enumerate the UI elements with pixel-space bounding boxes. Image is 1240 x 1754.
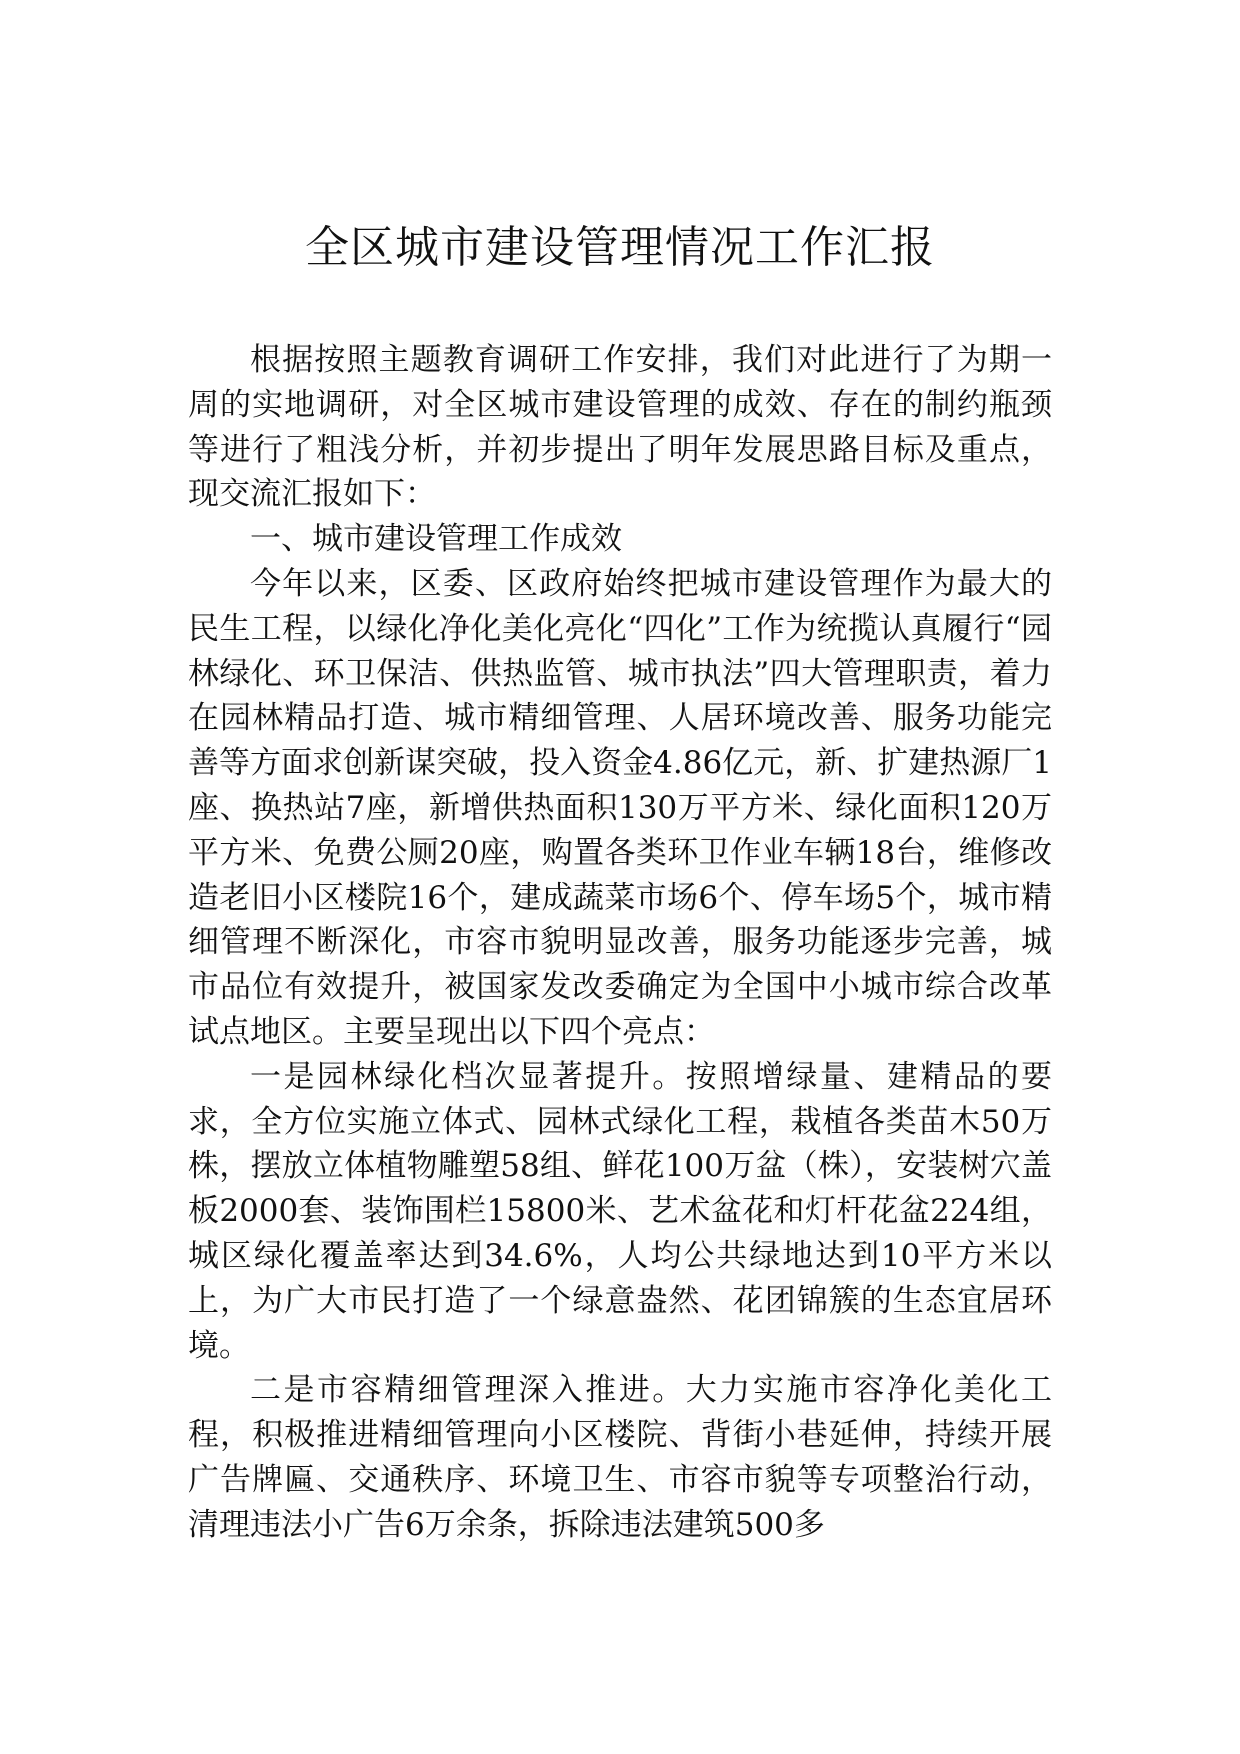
overview-paragraph: 今年以来，区委、区政府始终把城市建设管理作为最大的民生工程，以绿化净化美化亮化“四化”工作为统揽认真履行“园林绿化、环卫保洁、供热监管、城市执法”四大管理职责，着力在园林精品打造、城市精细管理、人居环境改善、服务功能完善等方面求创新谋突破，投入资金4.86亿元，新、扩建热源厂1座、换热站7座，新增供热面积130万平方米、绿化面积120万平方米、免费公厕20座，购置各类环卫作业车辆18台，维修改造老旧小区楼院16个，建成蔬菜市场6个、停车场5个，城市精细管理不断深化，市容市貌明显改善，服务功能逐步完善，城市品位有效提升，被国家发改委确定为全国中小城市综合改革试点地区。主要呈现出以下四个亮点： [188,565,1052,1050]
intro-paragraph: 根据按照主题教育调研工作安排，我们对此进行了为期一周的实地调研，对全区城市建设管理的成效、存在的制约瓶颈等进行了粗浅分析，并初步提出了明年发展思路目标及重点，现交流汇报如下： [188,342,1052,513]
greening-paragraph: 一是园林绿化档次显著提升。按照增绿量、建精品的要求，全方位实施立体式、园林式绿化工程，栽植各类苗木50万株，摆放立体植物雕塑58组、鲜花100万盆（株），安装树穴盖板2000套、装饰围栏15800米、艺术盆花和灯杆花盆224组，城区绿化覆盖率达到34.6%，人均公共绿地达到10平方米以上，为广大市民打造了一个绿意盎然、花团锦簇的生态宜居环境。 [188,1058,1052,1364]
document-title: 全区城市建设管理情况工作汇报 [305,222,935,273]
section-heading: 一、城市建设管理工作成效 [250,521,622,558]
city-management-paragraph: 二是市容精细管理深入推进。大力实施市容净化美化工程，积极推进精细管理向小区楼院、背街小巷延伸，持续开展广告牌匾、交通秩序、环境卫生、市容市貌等专项整治行动，清理违法小广告6万余条，拆除违法建筑500多 [188,1372,1052,1543]
document-body [188,338,1052,1548]
